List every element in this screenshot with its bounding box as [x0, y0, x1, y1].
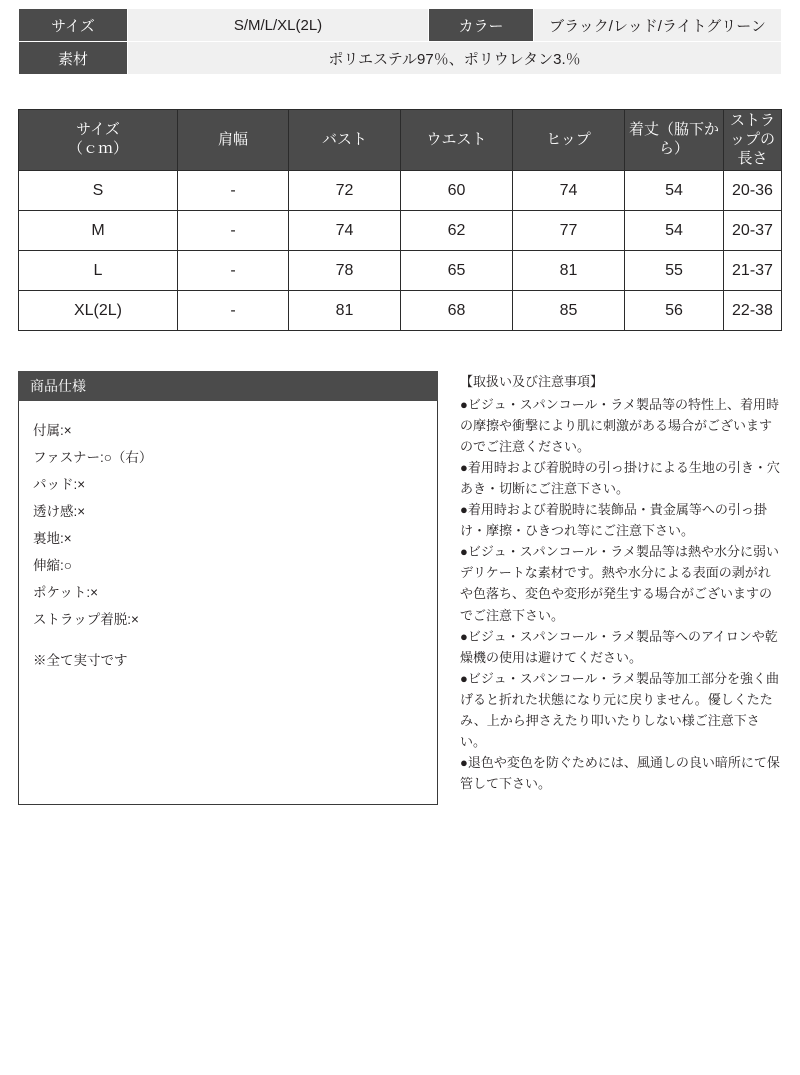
attr-value-size: S/M/L/XL(2L) [128, 9, 429, 42]
col-header-size-line2: （ｃｍ） [67, 140, 128, 158]
table-row [19, 211, 782, 251]
product-spec-title: 商品仕様 [18, 371, 438, 401]
table-row [19, 251, 782, 291]
cell-shoulder-s: - [178, 171, 289, 211]
cell-hip-xl: 85 [513, 291, 625, 331]
cell-size-m: M [19, 211, 178, 251]
cell-bust-m: 74 [289, 211, 401, 251]
col-header-hip: ヒップ [513, 110, 625, 171]
col-header-strap: ストラップの長さ [724, 110, 782, 171]
cell-size-s: S [19, 171, 178, 211]
cell-hip-s: 74 [513, 171, 625, 211]
table-row [19, 9, 782, 42]
cell-length-l: 55 [625, 251, 724, 291]
care-item-7: ●退色や変色を防ぐためには、風通しの良い暗所にて保管して下さい。 [460, 754, 780, 791]
cell-shoulder-l: - [178, 251, 289, 291]
spec-item-pocket: ポケット:× [33, 585, 98, 600]
cell-strap-s: 20-36 [724, 171, 782, 211]
attr-label-size: サイズ [19, 9, 128, 42]
cell-shoulder-xl: - [178, 291, 289, 331]
spec-item-zipper: ファスナー:○（右） [33, 450, 153, 465]
care-item-6: ●ビジュ・スパンコール・ラメ製品等加工部分を強く曲げると折れた状態になり元に戻りません。優しくたたみ、上から押さえたり叩いたりしない様ご注意下さい。 [460, 670, 779, 749]
cell-bust-s: 72 [289, 171, 401, 211]
cell-bust-l: 78 [289, 251, 401, 291]
table-row [19, 42, 782, 75]
spec-note: ※全て実寸です [33, 653, 128, 668]
col-header-size-line1: サイズ [76, 121, 120, 139]
table-header-row [19, 110, 782, 171]
cell-size-xl: XL(2L) [19, 291, 178, 331]
product-attributes-table [18, 8, 782, 75]
cell-shoulder-m: - [178, 211, 289, 251]
spec-item-sheerness: 透け感:× [33, 504, 86, 519]
cell-hip-l: 81 [513, 251, 625, 291]
cell-strap-xl: 22-38 [724, 291, 782, 331]
product-spec-page [0, 8, 800, 1075]
spec-item-lining: 裏地:× [33, 531, 72, 546]
col-header-length [625, 110, 724, 171]
col-header-bust: バスト [289, 110, 401, 171]
cell-hip-m: 77 [513, 211, 625, 251]
cell-length-xl: 56 [625, 291, 724, 331]
size-measurement-table [18, 109, 782, 331]
care-item-5: ●ビジュ・スパンコール・ラメ製品等へのアイロンや乾燥機の使用は避けてください。 [460, 628, 778, 665]
care-item-3: ●着用時および着脱時に装飾品・貴金属等への引っ掛け・摩擦・ひきつれ等にご注意下さい。 [460, 502, 767, 539]
cell-length-m: 54 [625, 211, 724, 251]
cell-length-s: 54 [625, 171, 724, 211]
lower-section [18, 371, 782, 805]
cell-bust-xl: 81 [289, 291, 401, 331]
col-header-waist: ウエスト [401, 110, 513, 171]
col-header-length-line1: 着丈（脇下か [628, 121, 719, 139]
care-title: 【取扱い及び注意事項】 [460, 374, 604, 389]
col-header-shoulder: 肩幅 [178, 110, 289, 171]
care-item-1: ●ビジュ・スパンコール・ラメ製品等の特性上、着用時の摩擦や衝撃により肌に刺激がある場合がございますのでご注意ください。 [460, 397, 779, 455]
table-row [19, 291, 782, 331]
spec-item-stretch: 伸縮:○ [33, 558, 72, 573]
care-instructions-panel [438, 371, 782, 805]
spec-item-strap-detach: ストラップ着脱:× [33, 612, 139, 627]
attr-label-material: 素材 [19, 42, 128, 75]
spec-item-accessory: 付属:× [33, 423, 72, 438]
cell-size-l: L [19, 251, 178, 291]
attr-value-material: ポリエステル97％、ポリウレタン3.％ [128, 42, 782, 75]
cell-waist-xl: 68 [401, 291, 513, 331]
attr-label-color: カラー [429, 9, 534, 42]
spec-item-pad: パッド:× [33, 477, 86, 492]
product-spec-body [18, 401, 438, 805]
col-header-size [19, 110, 178, 171]
cell-strap-l: 21-37 [724, 251, 782, 291]
cell-waist-s: 60 [401, 171, 513, 211]
table-row [19, 171, 782, 211]
cell-strap-m: 20-37 [724, 211, 782, 251]
product-spec-panel [18, 371, 438, 805]
col-header-length-line2: ら） [658, 140, 689, 158]
attr-value-color: ブラック/レッド/ライトグリーン [534, 9, 782, 42]
care-item-2: ●着用時および着脱時の引っ掛けによる生地の引き・穴あき・切断にご注意下さい。 [460, 460, 780, 497]
cell-waist-l: 65 [401, 251, 513, 291]
care-item-4: ●ビジュ・スパンコール・ラメ製品等は熱や水分に弱いデリケートな素材です。熱や水分による表面の剥がれや色落ち、変色や変形が発生する場合がございますのでご注意下さい。 [460, 544, 779, 623]
cell-waist-m: 62 [401, 211, 513, 251]
